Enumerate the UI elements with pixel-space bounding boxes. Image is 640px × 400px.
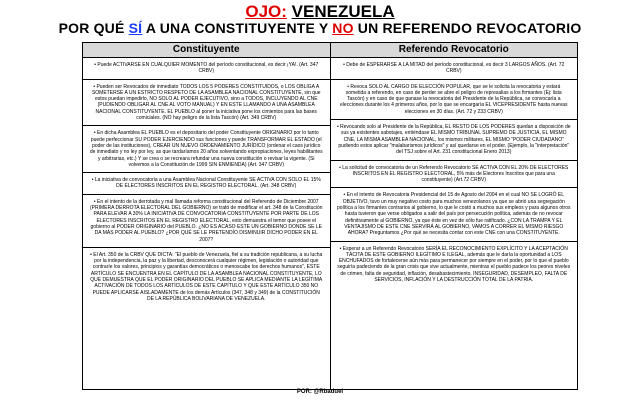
left-cell-1: • Puede ACTIVARSE EN CUALQUIER MOMENTO del período constitucional, es decir ¡YA!. (Art. 347 CRBV) [83, 58, 330, 80]
subtitle-si: SÍ [128, 20, 143, 36]
page-subtitle [0, 20, 640, 36]
right-cell-3: • Revocando solo al Presidente de la República, EL RESTO DE LOS PODERES quedan a disposición de sus ya existentes sabotajes, entiéndase EL MISMO TRIBUNAL SUPREMO DE JUSTICIA, EL MISMO CNE, LA MISMA ASAMBLEA NACIONAL, los mismos militares, EL MISMO "PODER CIUDADANO" pudiendo estos aplicar "malabarismos jurídicos" y así quedarse en el poder. (Ejemplo, la "interpretación" del TSJ sobre el Art. 231 constitucional Enero 2013) [331, 120, 578, 160]
left-cell-5: • En el intento de la derrotada y mal llamada reforma constitucional del Referendo de Diciembre 2007 (PRIMERA DERROTA ELECTORAL DEL GOBIERNO) se trató de modificar el art. 348 de la Constitución PARA ELEVAR A 30% LA INICIATIVA DE CONVOCATORIA CONSTITUYENTE POR PARTE DE LOS ELECTORES INSCRITOS EN EL REGISTRO ELECTORAL, esto demuestra el temor que posee el gobierno al PODER ORIGINARIO del PUEBLO. ¿NO ES ACASO ESTE UN GOBIERNO DONDE SE LE DA MÁS PODER AL PUEBLO? ¿POR QUÉ SE LE PRETENDÍO DISMINUIR DICHO PODER EN EL 2007? [83, 195, 330, 248]
page-title [0, 2, 640, 22]
right-cell-4: • La solicitud de convocatoria de un Referendo Revocatorio SE ACTIVA CON EL 20% DE ELECTORES INSCRITOS EN EL REGISTRO ELECTORAL, 5% más de Electores Inscritos que para una constituyente) (Art.72 CRBV) [331, 161, 578, 189]
left-cell-3: • En dicha Asamblea EL PUEBLO es el depositario del poder Constituyente ORIGINARIO por lo tanto puede perfeccionar SU PODER EJERCIENDO sus funciones y puede TRANSFORMAR EL ESTADO (el poder de las instituciones), CREAR UN NUEVO ORDENAMIENTO JURÍDICO (ordenar el caos jurídico de inmediato y no ley por ley, as que tardaríamos 20 años solventando expropiaciones, leyes habilitantes y arbitrarias, etc.) Y se crea o se recreara refundar una nueva constitución o revisar la vigente. (Si volvemos a la Constitución de 1999 SIN ENMIENDA) (Art. 347 CRBV) [83, 126, 330, 173]
subtitle-part-1: POR QUÉ [58, 20, 125, 36]
title-suffix: VENEZUELA [291, 2, 395, 21]
author-credit: POR: @Rbaduel [296, 389, 344, 395]
subtitle-part-2: A UNA CONSTITUYENTE Y [145, 20, 329, 36]
column-referendo [331, 58, 578, 389]
left-cell-6: • El Art. 350 de la CRBV QUE DICTA: "El pueblo de Venezuela, fiel a su tradición republicana, a su lucha por la independencia, la paz y la libertad, desconocerá cualquier régimen, legislación o autoridad que contraríe los valores, principios y garantías democráticos o menoscabe los derechos humanos", ESTE ARTÍCULO SE ENCUENTRA EN EL CAPÍTULO DE LA ASAMBLEA NACIONAL CONSTITUYENTE, LO QUE DEMUESTRA QUE EL PODER ORIGINARIO DEL PUEBLO SE APLICA MEDIANTE LA LEGÍTIMA ACTIVACIÓN DE TODOS LOS ARTÍCULOS DE ESTE CAPÍTULO Y QUE ESTE ARTÍCULO 350 NO PUEDE APLICARSE AISLADAMENTE de los demás Artículos (347, 348 y 349) de la CONSTITUCIÓN DE LA REPÚBLICA BOLIVARIANA DE VENEZUELA. [90, 251, 323, 302]
table-body [83, 58, 577, 389]
right-cell-1: • Debe de ESPERARSE A LA MITAD del período constitucional, es decir 3 LARGOS AÑOS. (Art. 72 CRBV) [331, 58, 578, 80]
header-constituyente: Constituyente [83, 43, 331, 57]
subtitle-part-3: UN REFERENDO REVOCATORIO [357, 20, 582, 36]
right-cell-5: • En el intento de Revocatoria Presidencial del 15 de Agosto del 2004 en el cual NO SE LOGRÓ EL OBJETIVO, tuvo un muy negativo costo para muchos venezolanos ya que se abrió una segregación política a los firmantes contrarios al gobierno, lo que le costó a muchos sus empleos y para algunos otros hasta tuvieron que verse obligados a salir del país por persecución política, además de no revocar definitivamente al GOBIERNO, ya que éste en vez de sólo fue ratificado. ¿CON LA TRAMPA Y EL VENTAJISMO DE ESTE CNE SERVIRÁ AL GOBIERNO, VAMOS A CORRER EL MISMO RIESGO AHORA? Preguntamos ¿Por qué se necesita contar con este CNE con una CONSTITUYENTE. [331, 188, 578, 241]
left-cell-2: • Pueden ser Revocados de inmediato TODOS LOS 5 PODERES CONSTITUIDOS, o LOS OBLIGA A SOMETERSE A UN ESTRICTO RESPETO DE LA ASAMBLEA NACIONAL CONSTITUYENTE, sin que estos puedan impedirlo, NO SOLO AL PODER EJECUTIVO, sino a TODOS, INCLUYENDO AL CNE (PUDIENDO OBLIGAR AL CNE AL VOTO MANUAL) Y EN ESTE LLAMANDO A UNA ASAMBLEA NACIONAL CONSTITUYENTE. EL PUEBLO al poner la iniciativa pone los cimientos para las bases comiciales. (NO hay peligro de la lista Tascón) (Art. 349 CRBV) [83, 80, 330, 127]
comparison-table [82, 42, 578, 390]
left-cell-4: • La iniciativa de convocatoria a una Asamblea Nacional Constituyente SE ACTIVA CON SOLO EL 15% DE ELECTORES INSCRITOS EN EL REGISTRO ELECTORAL. (Art. 348 CRBV) [83, 173, 330, 195]
column-constituyente [83, 58, 331, 389]
header-referendo: Referendo Revocatorio [398, 44, 509, 55]
table-header [83, 43, 577, 58]
title-prefix: OJO: [245, 2, 287, 21]
subtitle-no: NO [332, 20, 354, 36]
right-cell-6: • Esperar a un Referendo Revocatorio SERÍA EL RECONOCIMIENTO EXPLÍCITO Y LA ACEPTACIÓN TÁCITA DE ESTE GOBIERNO ILEGÍTIMO E ILEGAL, además que le daría la oportunidad a LOS ENCHUFADOS de fortalecerse aún más para permanecer por siempre en el poder, por lo que el pueblo seguiría padeciendo de la gran crisis que vive actualmente, mientras el pueblo padece los peores niveles de crimen, falta de seguridad, inflación, desabastecimiento. INSEGURIDAD, DESEMPLEO, FALTA DE SERVICIOS, INFLACIÓN Y LA DESTRUCCIÓN TOTAL DE LA PATRIA. [337, 245, 571, 284]
right-cell-2: • Revoca SOLO AL CARGO DE ELECCIÓN POPULAR, que se le solicita la revocatoria y estará sometida a referendo, en caso de perder se abre el peligro de represalias a los firmantes (Ej: lista Tascón) y en caso de que ganase la revocatoria del Presidente de la República, se convocaría a elecciones durante los 4 primeros años, por lo que se encargaría EL VICEPRESIDENTE hasta nuevas elecciones en 30 días. (Art. 72 y 233 CRBV) [331, 80, 578, 120]
